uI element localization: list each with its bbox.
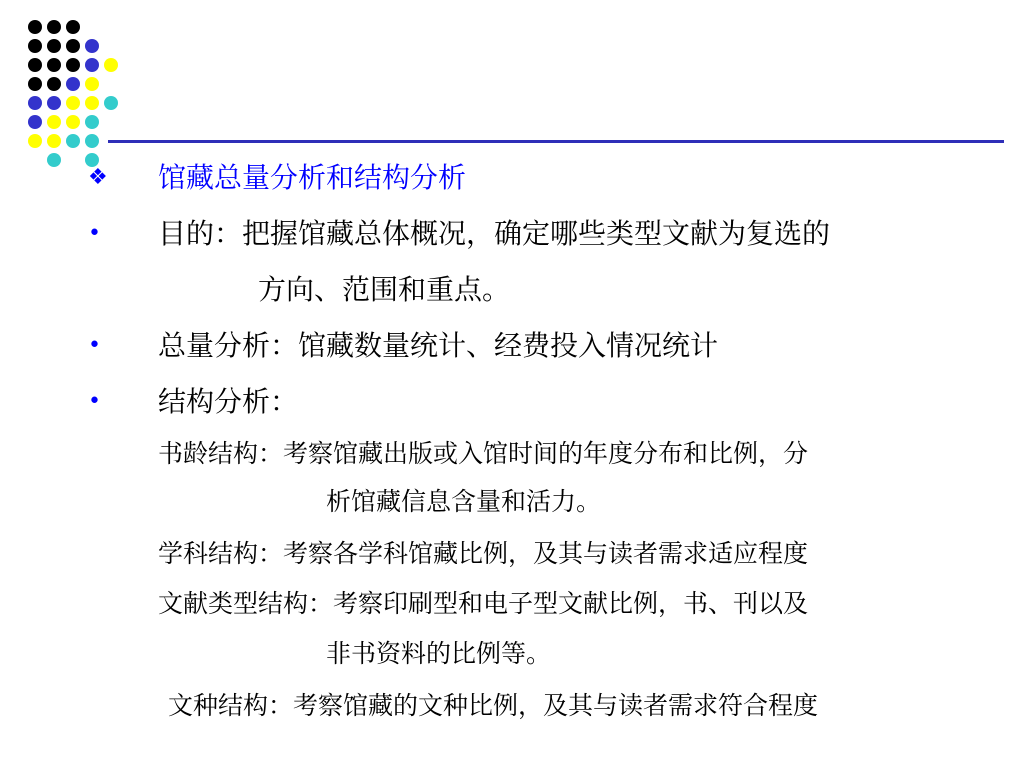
- diamond-bullet-icon: ❖: [88, 165, 108, 190]
- slide-heading: 馆藏总量分析和结构分析: [158, 161, 467, 194]
- sub-item-book-age-line-2: 析馆藏信息含量和活力。: [326, 487, 602, 516]
- decorative-dot: [47, 77, 61, 91]
- decorative-dot: [66, 20, 80, 34]
- decorative-dot: [85, 58, 99, 72]
- decorative-dot: [66, 115, 80, 129]
- bullet-total-analysis: 总量分析：馆藏数量统计、经费投入情况统计: [158, 329, 719, 362]
- decorative-dot: [85, 77, 99, 91]
- decorative-dot: [28, 39, 42, 53]
- decorative-dot: [28, 115, 42, 129]
- bullet-dot-icon: •: [88, 389, 101, 414]
- decorative-dot: [28, 58, 42, 72]
- decorative-dot: [28, 77, 42, 91]
- sub-item-subject-structure: 学科结构：考察各学科馆藏比例，及其与读者需求适应程度: [158, 539, 809, 568]
- sub-item-language-structure: 文种结构：考察馆藏的文种比例，及其与读者需求符合程度: [168, 691, 819, 720]
- decorative-dot: [47, 96, 61, 110]
- sub-item-book-age-line-1: 书龄结构：考察馆藏出版或入馆时间的年度分布和比例，分: [158, 439, 809, 468]
- sub-item-document-type-line-1: 文献类型结构：考察印刷型和电子型文献比例，书、刊以及: [158, 589, 809, 618]
- decorative-dot: [104, 96, 118, 110]
- decorative-dot: [28, 96, 42, 110]
- decorative-dot: [85, 115, 99, 129]
- bullet-purpose-line-1: 目的：把握馆藏总体概况，确定哪些类型文献为复选的: [158, 217, 831, 250]
- decorative-dot: [66, 96, 80, 110]
- sub-item-document-type-line-2: 非书资料的比例等。: [326, 639, 552, 668]
- bullet-dot-icon: •: [88, 333, 101, 358]
- decorative-dot: [85, 134, 99, 148]
- bullet-dot-icon: •: [88, 221, 101, 246]
- decorative-dot: [104, 58, 118, 72]
- decorative-dot: [66, 77, 80, 91]
- bullet-structure-analysis: 结构分析：: [158, 385, 299, 418]
- decorative-dot: [47, 115, 61, 129]
- decorative-dot: [28, 134, 42, 148]
- header-rule: [108, 140, 1004, 143]
- decorative-dot: [66, 134, 80, 148]
- decorative-dot: [47, 134, 61, 148]
- decorative-dot: [47, 58, 61, 72]
- bullet-purpose-line-2: 方向、范围和重点。: [258, 273, 511, 306]
- decorative-dot: [47, 20, 61, 34]
- decorative-dot: [66, 39, 80, 53]
- decorative-dot: [28, 20, 42, 34]
- decorative-dot: [47, 153, 61, 167]
- decorative-dot: [47, 39, 61, 53]
- decorative-dot: [85, 96, 99, 110]
- decorative-dot: [66, 58, 80, 72]
- decorative-dot: [85, 39, 99, 53]
